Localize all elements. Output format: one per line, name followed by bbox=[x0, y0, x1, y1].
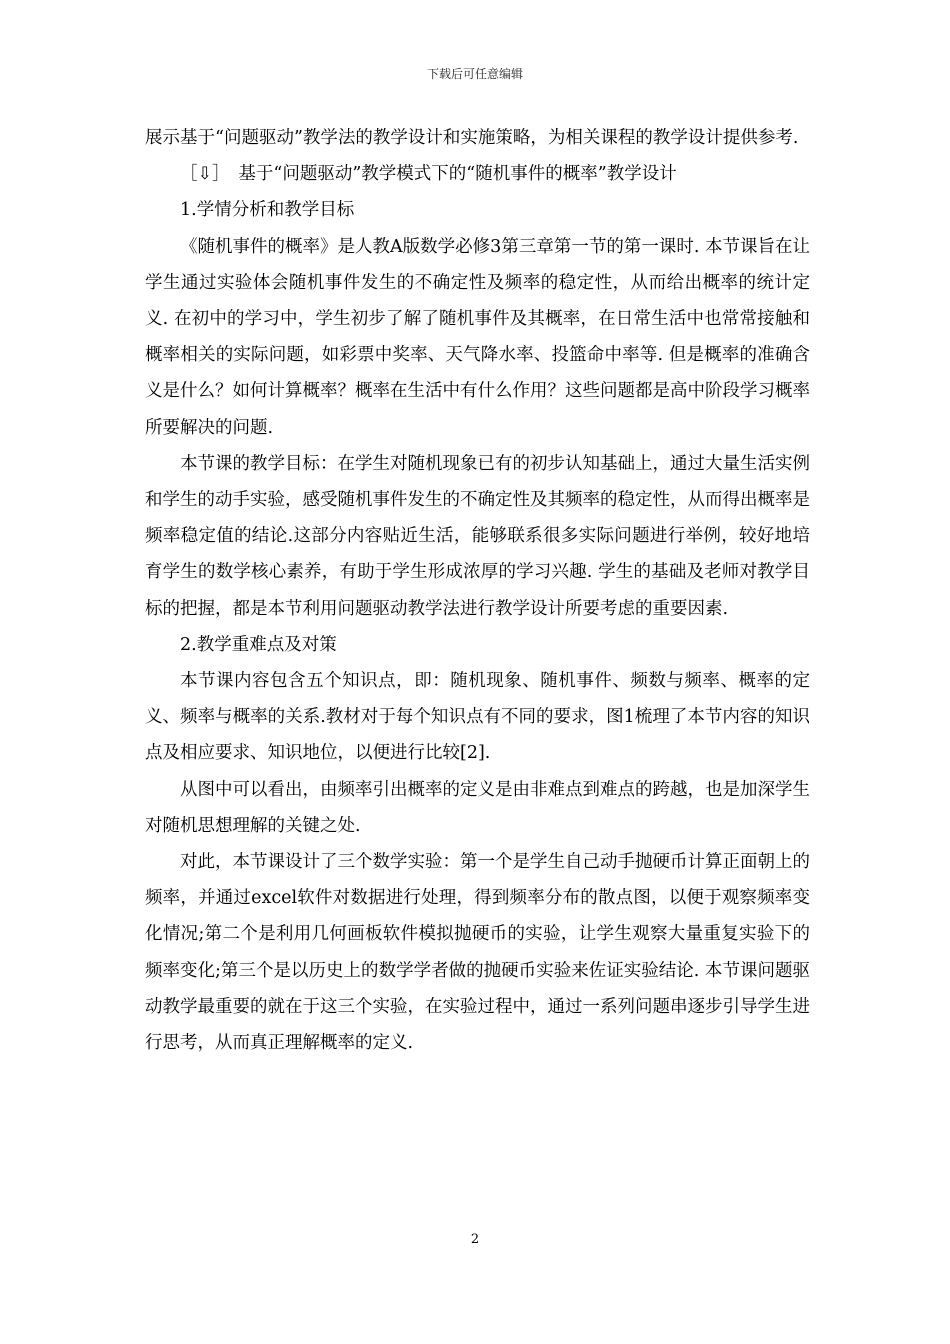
document-body bbox=[145, 120, 810, 1061]
paragraph-intro-continuation: 展示基于“问题驱动”教学法的教学设计和实施策略，为相关课程的教学设计提供参考. bbox=[145, 128, 799, 148]
paragraph-knowledge-points: 本节课内容包含五个知识点，即：随机现象、随机事件、频数与频率、概率的定义、频率与概率的关系.教材对于每个知识点有不同的要求，图1梳理了本节内容的知识点及相应要求、知识地位，以便进行比较[2]. bbox=[145, 671, 810, 764]
section-heading: ［⇩］ 基于“问题驱动”教学模式下的“随机事件的概率”教学设计 bbox=[180, 164, 677, 185]
page-header: 下载后可任意编辑 bbox=[426, 67, 523, 81]
paragraph-experiments: 对此，本节课设计了三个数学实验：第一个是学生自己动手抛硬币计算正面朝上的频率，并通过excel软件对数据进行处理，得到频率分布的散点图，以便于观察频率变化情况;第二个是利用几何画板软件模拟抛硬币的实验，让学生观察大量重复实验下的频率变化;第三个是以历史上的数学学者做的抛硬币实验来佐证实验结论. 本节课问题驱动教学最重要的就在于这三个实验，在实验过程中，通过一系列问题串逐步引导学生进行思考，从而真正理解概率的定义. bbox=[145, 852, 810, 1054]
paragraph-teaching-goals: 本节课的教学目标：在学生对随机现象已有的初步认知基础上，通过大量生活实例和学生的动手实验，感受随机事件发生的不确定性及其频率的稳定性，从而得出概率是频率稳定值的结论.这部分内容贴近生活，能够联系很多实际问题进行举例，较好地培育学生的数学核心素养，有助于学生形成浓厚的学习兴趣. 学生的基础及老师对教学目标的把握，都是本节利用问题驱动教学法进行教学设计所要考虑的重要因素. bbox=[145, 453, 810, 619]
paragraph-difficulty: 从图中可以看出，由频率引出概率的定义是由非难点到难点的跨越，也是加深学生对随机思想理解的关键之处. bbox=[145, 779, 810, 836]
paragraph-learning-analysis: 《随机事件的概率》是人教A版数学必修3第三章第一节的第一课时. 本节课旨在让学生通过实验体会随机事件发生的不确定性及频率的稳定性，从而给出概率的统计定义. 在初中的学习中，学生初步了解了随机事件及其概率，在日常生活中也常常接触和概率相关的实际问题，如彩票中奖率、天气降水率、投篮命中率等. 但是概率的准确含义是什么？如何计算概率？概率在生活中有什么作用？这些问题都是高中阶段学习概率所要解决的问题. bbox=[145, 236, 810, 438]
subsection-heading-1: 1.学情分析和教学目标 bbox=[180, 200, 355, 221]
subsection-heading-2: 2.教学重难点及对策 bbox=[180, 634, 337, 655]
page-number: 2 bbox=[470, 1232, 480, 1247]
